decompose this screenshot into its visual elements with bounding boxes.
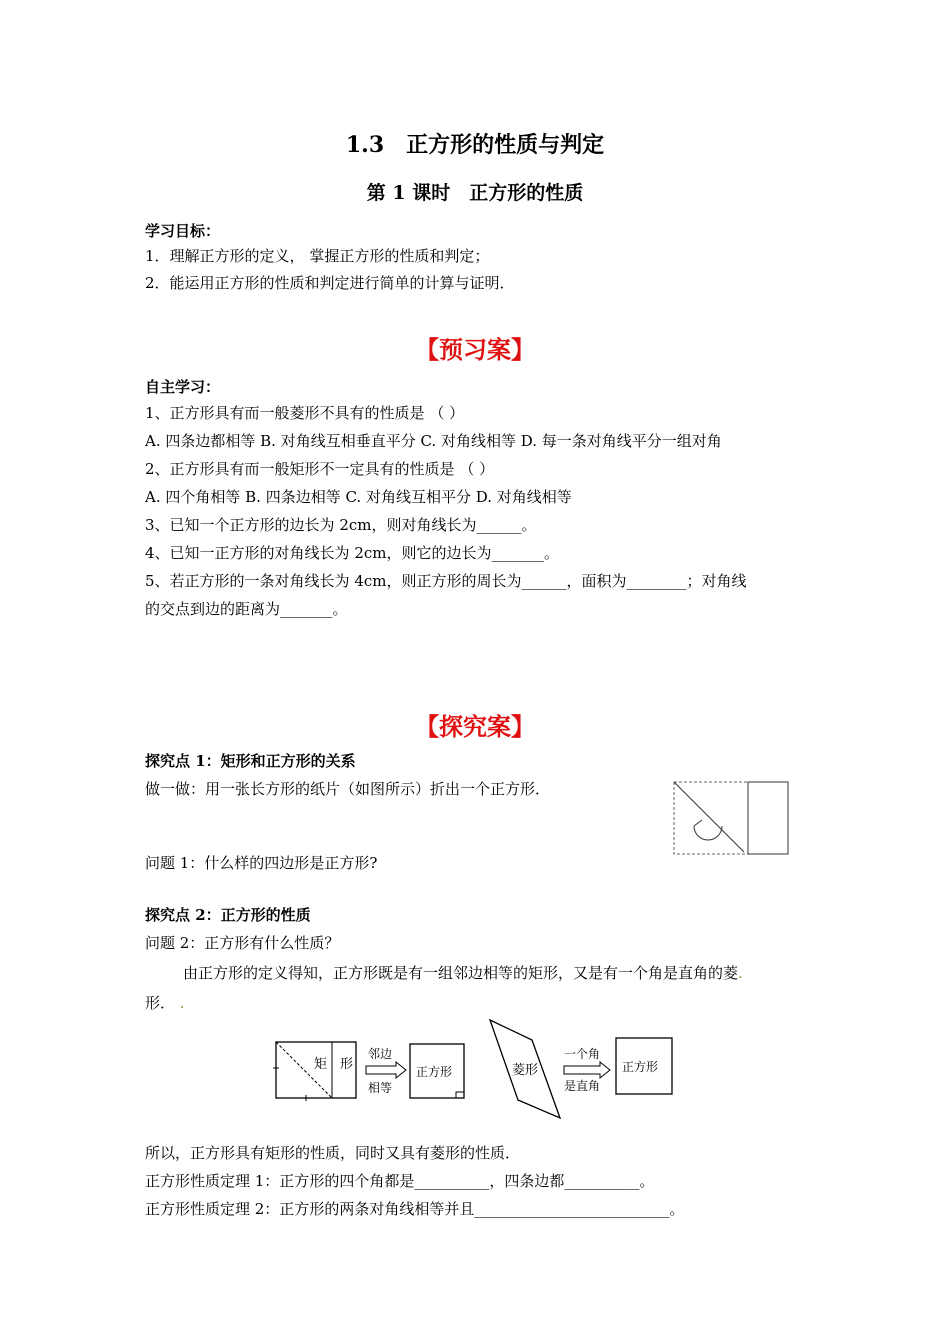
explore-section-title: 【探究案】: [415, 713, 535, 741]
mark-dot: .: [179, 994, 185, 1012]
question-line: 1、正方形具有而一般菱形不具有的性质是 （ ）: [145, 404, 465, 422]
self-study-heading: 自主学习：: [145, 378, 221, 396]
arrow1-top-label: 邻边: [368, 1047, 393, 1061]
activity-text: 做一做：用一张长方形的纸片（如图所示）折出一个正方形．: [145, 780, 551, 798]
right-arrow-icon: [564, 1062, 610, 1078]
objective-item: 2．能运用正方形的性质和判定进行简单的计算与证明．: [145, 274, 515, 292]
question-line: 2、正方形具有而一般矩形不一定具有的性质是 （ ）: [145, 460, 495, 478]
objective-item: 1．理解正方形的定义， 掌握正方形的性质和判定；: [145, 247, 490, 265]
question-options: A. 四个角相等 B. 四条边相等 C. 对角线互相平分 D. 对角线相等: [145, 488, 572, 506]
arrow2-top-label: 一个角: [564, 1047, 601, 1061]
explore-point2-heading: 探究点 2：正方形的性质: [145, 906, 311, 924]
question-line: 的交点到边的距离为_______。: [145, 600, 348, 618]
question-line: 3、已知一个正方形的边长为 2cm，则对角线长为______。: [145, 516, 537, 534]
arrow1-bottom-label: 相等: [368, 1081, 393, 1095]
definition-paragraph-line1: 由正方形的定义得知，正方形既是有一组邻边相等的矩形，又是有一个角是直角的菱.: [183, 964, 743, 982]
rectangle-label-2: 形: [340, 1057, 354, 1072]
theorem-1: 正方形性质定理 1：正方形的四个角都是__________，四条边都__________。: [145, 1172, 655, 1190]
rectangle-label-1: 矩: [314, 1057, 328, 1072]
question-1: 问题 1：什么样的四边形是正方形?: [145, 854, 378, 872]
question-2: 问题 2：正方形有什么性质？: [145, 934, 340, 952]
question-options: A. 四条边都相等 B. 对角线互相垂直平分 C. 对角线相等 D. 每一条对角线平分一组对角: [145, 432, 722, 450]
explore-point1-heading: 探究点 1：矩形和正方形的关系: [145, 752, 356, 770]
objectives-heading: 学习目标：: [145, 222, 221, 240]
question-line: 4、已知一正方形的对角线长为 2cm，则它的边长为_______。: [145, 544, 559, 562]
lesson-subtitle: 第 1 课时 正方形的性质: [366, 182, 584, 204]
question-line: 5、若正方形的一条对角线长为 4cm，则正方形的周长为______，面积为________；对角线: [145, 572, 747, 590]
page-title: 1.3 正方形的性质与判定: [345, 132, 605, 158]
arrow2-bottom-label: 是直角: [564, 1079, 601, 1093]
square-label-1: 正方形: [416, 1065, 453, 1079]
paper-fold-figure: [672, 780, 792, 856]
fold-arrow-icon: [694, 826, 722, 840]
square-label-2: 正方形: [622, 1060, 659, 1074]
definition-paragraph-line2: 形． .: [145, 994, 185, 1012]
paper-strip: [748, 782, 788, 854]
conclusion-text: 所以，正方形具有矩形的性质，同时又具有菱形的性质．: [145, 1144, 521, 1162]
relationship-diagram: [270, 1016, 710, 1122]
rhombus-label: 菱形: [512, 1063, 539, 1078]
fold-diagonal: [674, 782, 744, 852]
right-arrow-icon: [366, 1062, 406, 1078]
preview-section-title: 【预习案】: [415, 336, 535, 364]
mark-dot: .: [738, 964, 743, 982]
right-angle-mark: [456, 1092, 464, 1098]
theorem-2: 正方形性质定理 2：正方形的两条对角线相等并且__________________________。: [145, 1200, 685, 1218]
